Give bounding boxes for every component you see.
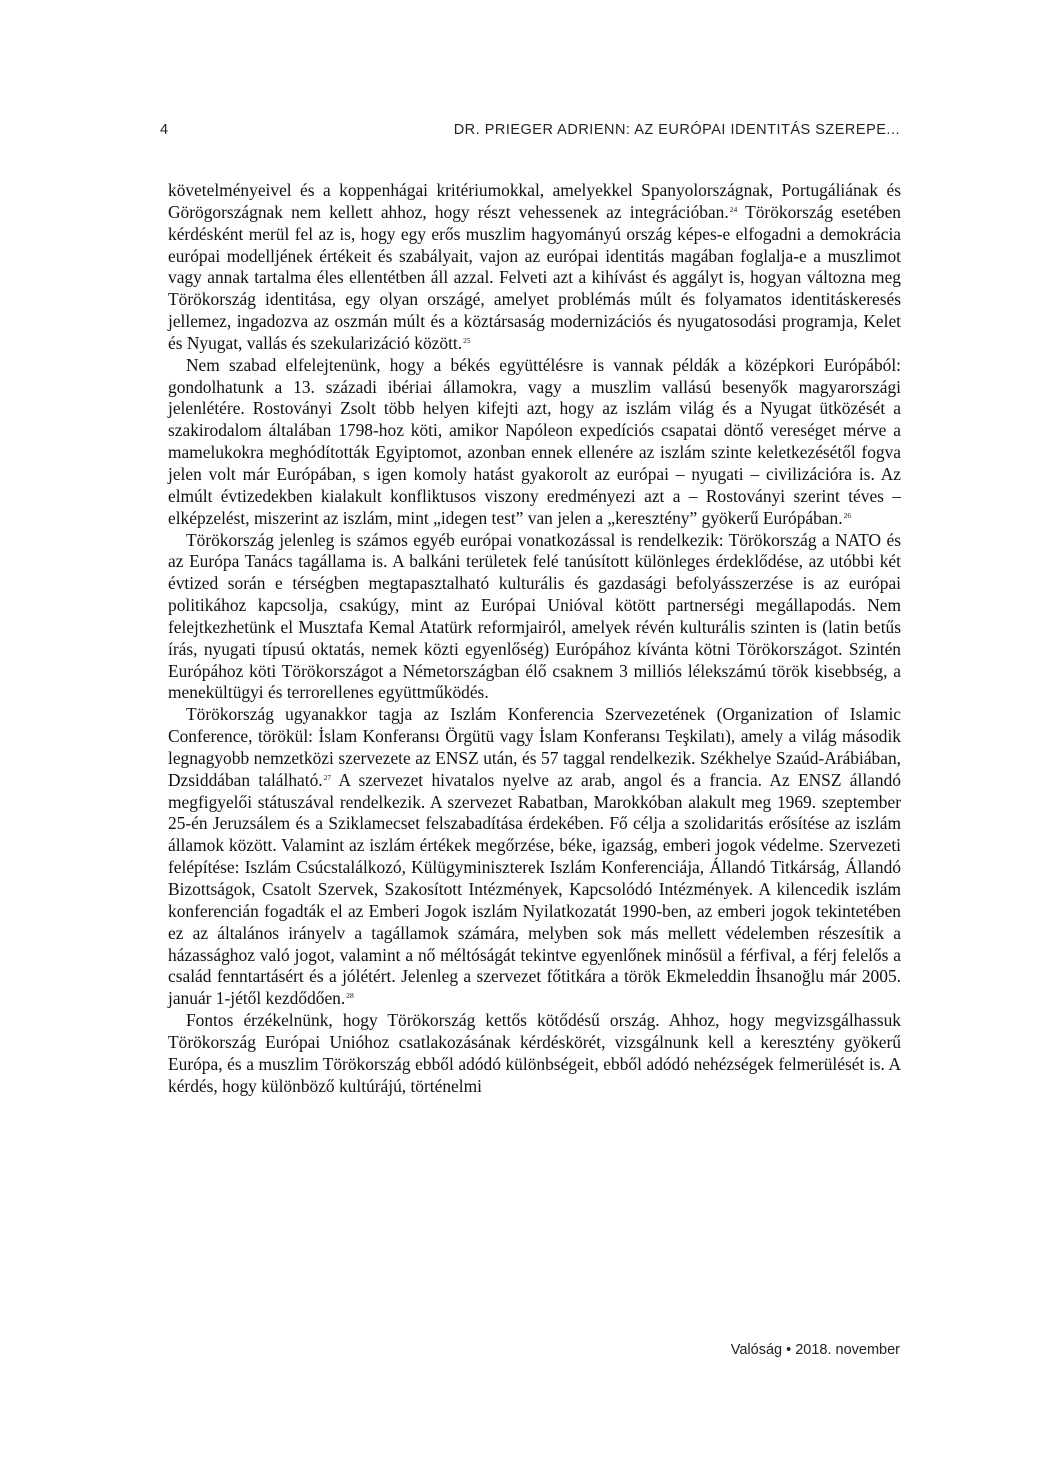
article-body	[168, 180, 901, 1097]
text-run: Törökország jelenleg is számos egyéb európai vonatkozással is rendelkezik: Törökország a NATO és az Európa Tanács tagállama is. A balkáni területek felé tanúsított különleges érdeklődése, az utóbbi két évtized során e térségben megtapasztalható kulturális és gazdasági befolyásszerzése is az európai politikához kapcsolja, csakúgy, mint az Európai Unióval kötött partnerségi megállapodás. Nem felejtkezhetünk el Musztafa Kemal Atatürk reformjairól, amelyek révén kulturális szinten is (latin betűs írás, nyugati típusú oktatás, nemek közti egyenlőség) Európához kívánta kötni Törökországot. Szintén Európához köti Törökországot a Németországban élő csaknem 3 milliós lélekszámú török kisebbség, a menekültügyi és terrorellenes együttműködés.	[168, 529, 901, 703]
footnote-ref[interactable]: 25	[463, 335, 471, 345]
running-title: DR. PRIEGER ADRIENN: AZ EURÓPAI IDENTITÁS SZEREPE...	[453, 122, 900, 138]
page-number: 4	[160, 122, 169, 138]
running-header	[160, 122, 900, 142]
text-run: Törökország ugyanakkor tagja az Iszlám Konferencia Szervezetének (Organization of Islamic Conference, törökül: İslam Konferansı Örgütü vagy İslam Konferansı Teşkilatı), amely a világ második legnagyobb nemzetközi szervezete az ENSZ után, és 57 taggal rendelkezik. Székhelye Szaúd-Arábiában, Dzsiddában található.	[168, 704, 901, 790]
text-run: követelményeivel és a koppenhágai kritériumokkal, amelyekkel Spanyolországnak, Portugáliának és Görögországnak nem kellett ahhoz, hogy részt vehessenek az integrációban.	[168, 180, 901, 222]
paragraph-4	[168, 704, 901, 1010]
footnote-ref[interactable]: 27	[323, 772, 332, 782]
footnote-ref[interactable]: 26	[843, 510, 852, 520]
text-run: Nem szabad elfelejtenünk, hogy a békés együttélésre is vannak példák a középkori Európából: gondolhatunk a 13. századi ibériai államokra, vagy a muszlim vallású besenyők magyarországi jelenlétére. Rostoványi Zsolt több helyen kifejti azt, hogy az iszlám világ és a Nyugat ütközését a szakirodalom általában 1798-hoz köti, amikor Napóleon expedíciós csapatai döntő vereséget mérve a mamelukokra meghódították Egyiptomot, azonban ennek ellenére az iszlám szinte keletkezésétől fogva jelen volt már Európában, s igen komoly hatást gyakorolt az európai – nyugati – civilizációra is. Az elmúlt évtizedekben kialakult konfliktusos viszony eredményezi azt a – Rostoványi szerint téves – elképzelést, miszerint az iszlám, mint „idegen test” van jelen a „keresztény” gyökerű Európában.	[168, 354, 901, 528]
text-run: Törökország esetében kérdésként merül fel az is, hogy egy erős muszlim hagyományú ország képes-e elfogadni a demokrácia európai modelljének értékeit és szabályait, vajon az európai identitás magában foglalja-e a muszlimot vagy annak tartalma éles ellentétben áll azzal. Felveti azt a kihívást és aggályt is, hogyan változna meg Törökország identitása, egy olyan országé, amelyet problémás múlt és folyamatos identitáskeresés jellemez, ingadozva az oszmán múlt és a köztársaság modernizációs és nyugatosodási programja, Kelet és Nyugat, vallás és szekularizáció között.	[168, 201, 901, 353]
paragraph-3	[168, 530, 901, 705]
footnote-ref[interactable]: 24	[729, 204, 738, 214]
text-run: Fontos érzékelnünk, hogy Törökország kettős kötődésű ország. Ahhoz, hogy megvizsgálhassuk Törökország Európai Unióhoz csatlakozásának kérdéskörét, vizsgálnunk kell a keresztény gyökerű Európa, és a muszlim Törökország ebből adódó különbségeit, ebből adódó nehézségek felmerülését is. A kérdés, hogy különböző kultúrájú, történelmi	[168, 1010, 901, 1096]
paragraph-2	[168, 355, 901, 530]
footnote-ref[interactable]: 28	[346, 991, 354, 1001]
running-footer: Valóság • 2018. november	[730, 1342, 900, 1358]
paragraph-5	[168, 1010, 901, 1097]
text-run: A szervezet hivatalos nyelve az arab, angol és a francia. Az ENSZ állandó megfigyelői státuszával rendelkezik. A szervezet Rabatban, Marokkóban alakult meg 1969. szeptember 25-én Jeruzsálem és a Sziklamecset felszabadítása érdekében. Fő célja a szolidaritás erősítése az iszlám államok között. Valamint az iszlám értékek megőrzése, béke, igazság, emberi jogok védelme. Szervezeti felépítése: Iszlám Csúcstalálkozó, Külügyminiszterek Iszlám Konferenciája, Állandó Titkárság, Állandó Bizottságok, Csatolt Szervek, Szakosított Intézmények, Kapcsolódó Intézmények. A kilencedik iszlám konferencián fogadták el az Emberi Jogok iszlám Nyilatkozatát 1990-ben, az emberi jogok tekintetében ez az általános irányelv a tagállamok számára, melyben sok más mellett védelemben részesítik a házassághoz való jogot, valamint a nő méltóságát tekintve egyenlőnek minősül a férfival, a férj felelős a család fenntartásért és a jólétért. Jelenleg a szervezet főtitkára a török Ekmeleddin İhsanoğlu már 2005. január 1-jétől kezdődően.	[168, 769, 901, 1009]
paragraph-1	[168, 180, 901, 355]
